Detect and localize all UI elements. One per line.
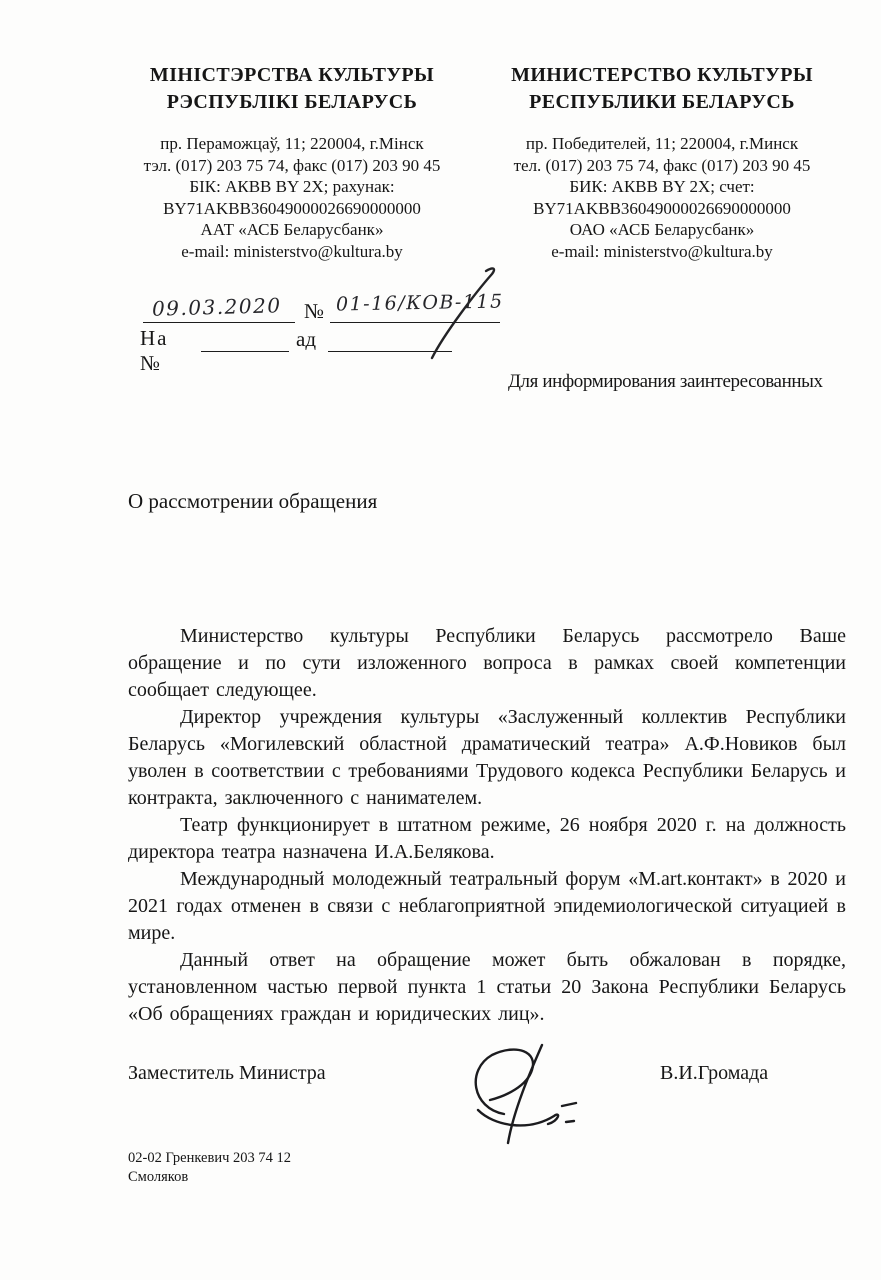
address-line: BY71AKBB36049000026690000000 (163, 198, 421, 218)
reply-from-label: ад (296, 327, 317, 351)
signature-graphic (462, 1042, 588, 1146)
paragraph: Международный молодежный театральный форум «М.art.контакт» в 2020 и 2021 годах отменен в связи с неблагоприятной эпидемиологической ситуацией в мире. (128, 868, 846, 944)
ministry-title-ru-line2: РЕСПУБЛИКИ БЕЛАРУСЬ (529, 91, 795, 113)
addressee-note: Для информирования заинтересованных (508, 371, 823, 392)
ministry-title-ru (482, 62, 842, 116)
executor-footer (128, 1149, 291, 1187)
signer-name: В.И.Громада (660, 1062, 769, 1084)
letterhead-russian (482, 62, 842, 262)
ministry-address-ru (482, 133, 842, 262)
handwritten-outgoing-number: 01-16/КОВ-115 (335, 290, 504, 316)
number-sign-label: № (304, 299, 325, 323)
address-line: e-mail: ministerstvo@kultura.by (551, 241, 773, 261)
address-line: BY71AKBB36049000026690000000 (533, 198, 791, 218)
ministry-address-by (112, 133, 472, 262)
handwritten-date: 09.03.2020 (151, 293, 282, 321)
address-line: e-mail: ministerstvo@kultura.by (181, 241, 403, 261)
address-line: БИК: АКВВ BY 2X; счет: (569, 177, 755, 196)
paragraph: Директор учреждения культуры «Заслуженный коллектив Республики Беларусь «Могилевский областной драматический театра» А.Ф.Новиков был уволен в соответствии с требованиями Трудового кодекса Республики Беларусь и контракта, заключенного с нанимателем. (128, 706, 846, 809)
executor-line: 02-02 Гренкевич 203 74 12 (128, 1150, 292, 1166)
letterhead-belarusian (112, 62, 472, 262)
address-line: пр. Пераможцаў, 11; 220004, г.Мінск (160, 134, 424, 153)
address-line: БІК: АКВВ BY 2X; рахунак: (189, 177, 395, 196)
address-line: тэл. (017) 203 75 74, факс (017) 203 90 45 (143, 155, 441, 175)
ministry-title-by-line1: МІНІСТЭРСТВА КУЛЬТУРЫ (149, 64, 435, 86)
address-line: пр. Победителей, 11; 220004, г.Минск (525, 134, 799, 153)
subject-line: О рассмотрении обращения (128, 489, 378, 513)
reply-number-label: На № (140, 326, 169, 375)
address-line: ААТ «АСБ Беларусбанк» (200, 220, 384, 239)
date-underline (143, 322, 295, 323)
address-line: ОАО «АСБ Беларусбанк» (569, 220, 755, 239)
paragraph: Театр функционирует в штатном режиме, 26 ноября 2020 г. на должность директора театра назначена И.А.Белякова. (128, 814, 846, 863)
reply-number-underline (201, 351, 289, 352)
paragraph: Министерство культуры Республики Беларусь рассмотрело Ваше обращение и по сути изложенного вопроса в рамках своей компетенции сообщает следующее. (128, 625, 846, 701)
ministry-title-by (112, 62, 472, 116)
address-line: тел. (017) 203 75 74, факс (017) 203 90 45 (513, 155, 811, 175)
ministry-title-ru-line1: МИНИСТЕРСТВО КУЛЬТУРЫ (511, 64, 813, 86)
ministry-title-by-line2: РЭСПУБЛІКІ БЕЛАРУСЬ (166, 91, 418, 113)
signer-position: Заместитель Министра (128, 1062, 326, 1084)
paragraph: Данный ответ на обращение может быть обжалован в порядке, установленном частью первой пункта 1 статьи 20 Закона Республики Беларусь «Об обращениях граждан и юридических лиц». (128, 949, 846, 1025)
pen-stroke-mark (424, 264, 508, 360)
letter-body (128, 623, 846, 1028)
executor-line: Смоляков (128, 1169, 189, 1185)
